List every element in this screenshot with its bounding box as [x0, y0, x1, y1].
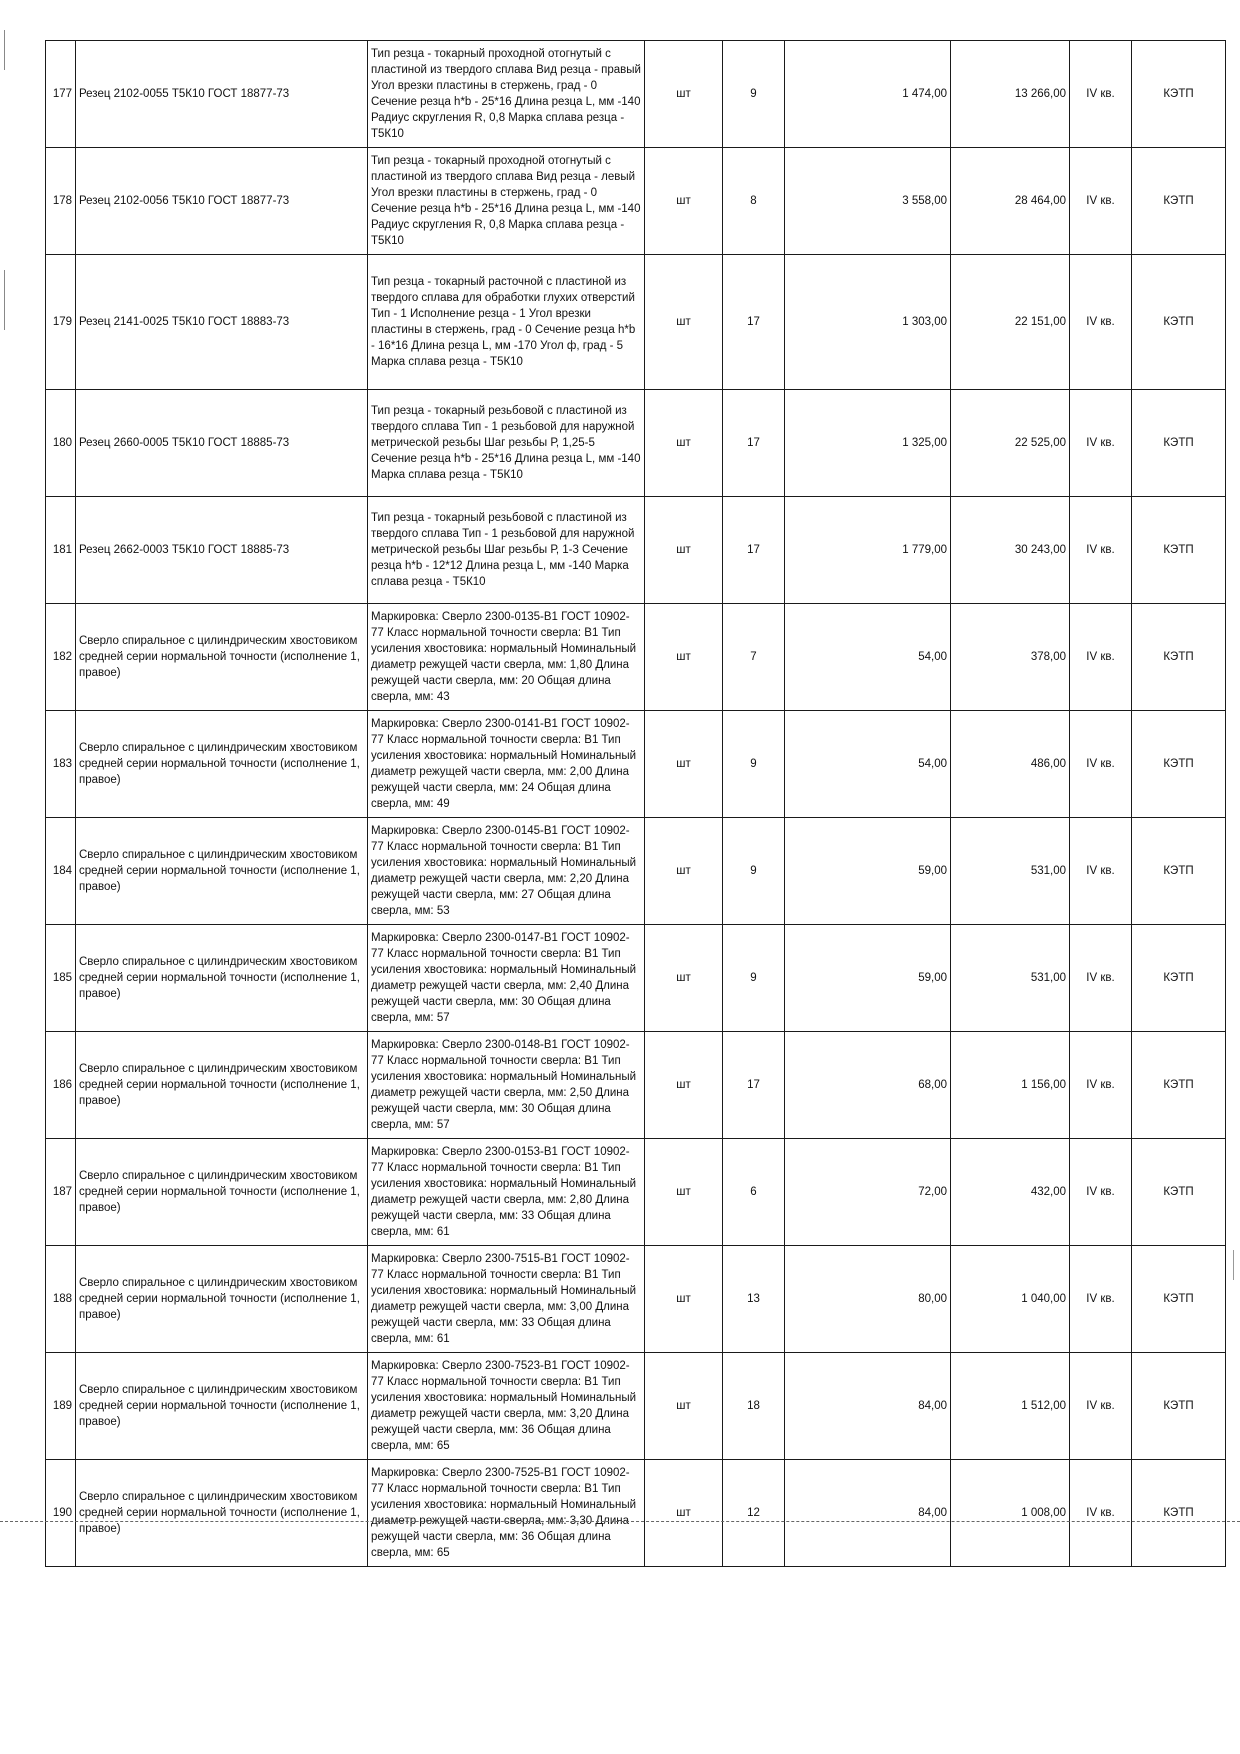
table-row: [46, 1139, 1226, 1246]
quantity: 6: [723, 1139, 785, 1246]
total-amount: 1 040,00: [951, 1246, 1070, 1353]
unit-of-measure: шт: [645, 41, 723, 148]
quantity: 9: [723, 818, 785, 925]
item-specification: Тип резца - токарный проходной отогнутый с пластиной из твердого сплава Вид резца - левый Угол врезки пластины в стержень, град - 0 Сечение резца h*b - 25*16 Длина резца L, мм -140 Радиус скругления R, 0,8 Марка сплава резца - Т5К10: [368, 148, 645, 255]
unit-of-measure: шт: [645, 818, 723, 925]
table-row: [46, 711, 1226, 818]
item-specification: Маркировка: Сверло 2300-0145-В1 ГОСТ 10902-77 Класс нормальной точности сверла: В1 Тип усиления хвостовика: нормальный Номинальный диаметр режущей части сверла, мм: 2,20 Длина режущей части сверла, мм: 27 Общая длина сверла, мм: 53: [368, 818, 645, 925]
organization: КЭТП: [1132, 925, 1226, 1032]
unit-of-measure: шт: [645, 1246, 723, 1353]
table-row: [46, 1353, 1226, 1460]
table-row: [46, 497, 1226, 604]
item-name: Резец 2141-0025 Т5К10 ГОСТ 18883-73: [76, 255, 368, 390]
item-name: Сверло спиральное с цилиндрическим хвостовиком средней серии нормальной точности (исполнение 1, правое): [76, 1460, 368, 1567]
quantity: 18: [723, 1353, 785, 1460]
organization: КЭТП: [1132, 497, 1226, 604]
delivery-period: IV кв.: [1070, 1246, 1132, 1353]
item-specification: Маркировка: Сверло 2300-0148-В1 ГОСТ 10902-77 Класс нормальной точности сверла: В1 Тип усиления хвостовика: нормальный Номинальный диаметр режущей части сверла, мм: 2,50 Длина режущей части сверла, мм: 30 Общая длина сверла, мм: 57: [368, 1032, 645, 1139]
scan-margin-mark: [4, 30, 5, 70]
delivery-period: IV кв.: [1070, 255, 1132, 390]
item-specification: Маркировка: Сверло 2300-7523-В1 ГОСТ 10902-77 Класс нормальной точности сверла: В1 Тип усиления хвостовика: нормальный Номинальный диаметр режущей части сверла, мм: 3,20 Длина режущей части сверла, мм: 36 Общая длина сверла, мм: 65: [368, 1353, 645, 1460]
item-specification: Тип резца - токарный резьбовой с пластиной из твердого сплава Тип - 1 резьбовой для наружной метрической резьбы Шаг резьбы Р, 1-3 Сечение резца h*b - 12*12 Длина резца L, мм -140 Марка сплава резца - Т5К10: [368, 497, 645, 604]
unit-of-measure: шт: [645, 604, 723, 711]
total-amount: 378,00: [951, 604, 1070, 711]
unit-of-measure: шт: [645, 711, 723, 818]
row-number: 178: [46, 148, 76, 255]
organization: КЭТП: [1132, 255, 1226, 390]
item-name: Сверло спиральное с цилиндрическим хвостовиком средней серии нормальной точности (исполнение 1, правое): [76, 1032, 368, 1139]
unit-of-measure: шт: [645, 1032, 723, 1139]
delivery-period: IV кв.: [1070, 148, 1132, 255]
unit-price: 59,00: [785, 818, 951, 925]
item-specification: Тип резца - токарный расточной с пластиной из твердого сплава для обработки глухих отверстий Тип - 1 Исполнение резца - 1 Угол врезки пластины в стержень, град - 0 Сечение резца h*b - 16*16 Длина резца L, мм -170 Угол ф, град - 5 Марка сплава резца - Т5К10: [368, 255, 645, 390]
table-row: [46, 604, 1226, 711]
unit-of-measure: шт: [645, 1353, 723, 1460]
delivery-period: IV кв.: [1070, 497, 1132, 604]
quantity: 17: [723, 390, 785, 497]
row-number: 177: [46, 41, 76, 148]
organization: КЭТП: [1132, 818, 1226, 925]
item-specification: Маркировка: Сверло 2300-0153-В1 ГОСТ 10902-77 Класс нормальной точности сверла: В1 Тип усиления хвостовика: нормальный Номинальный диаметр режущей части сверла, мм: 2,80 Длина режущей части сверла, мм: 33 Общая длина сверла, мм: 61: [368, 1139, 645, 1246]
total-amount: 1 156,00: [951, 1032, 1070, 1139]
item-specification: Маркировка: Сверло 2300-7515-В1 ГОСТ 10902-77 Класс нормальной точности сверла: В1 Тип усиления хвостовика: нормальный Номинальный диаметр режущей части сверла, мм: 3,00 Длина режущей части сверла, мм: 33 Общая длина сверла, мм: 61: [368, 1246, 645, 1353]
row-number: 184: [46, 818, 76, 925]
organization: КЭТП: [1132, 1139, 1226, 1246]
organization: КЭТП: [1132, 1246, 1226, 1353]
unit-of-measure: шт: [645, 255, 723, 390]
row-number: 180: [46, 390, 76, 497]
quantity: 13: [723, 1246, 785, 1353]
fold-line: [0, 1521, 1240, 1522]
total-amount: 28 464,00: [951, 148, 1070, 255]
table-row: [46, 390, 1226, 497]
unit-of-measure: шт: [645, 390, 723, 497]
quantity: 9: [723, 41, 785, 148]
table-row: [46, 41, 1226, 148]
row-number: 190: [46, 1460, 76, 1567]
table-row: [46, 1246, 1226, 1353]
item-specification: Тип резца - токарный проходной отогнутый с пластиной из твердого сплава Вид резца - правый Угол врезки пластины в стержень, град - 0 Сечение резца h*b - 25*16 Длина резца L, мм -140 Радиус скругления R, 0,8 Марка сплава резца - Т5К10: [368, 41, 645, 148]
total-amount: 1 008,00: [951, 1460, 1070, 1567]
row-number: 182: [46, 604, 76, 711]
total-amount: 1 512,00: [951, 1353, 1070, 1460]
quantity: 9: [723, 925, 785, 1032]
unit-price: 1 325,00: [785, 390, 951, 497]
unit-price: 68,00: [785, 1032, 951, 1139]
unit-price: 1 474,00: [785, 41, 951, 148]
unit-price: 72,00: [785, 1139, 951, 1246]
total-amount: 531,00: [951, 925, 1070, 1032]
row-number: 183: [46, 711, 76, 818]
delivery-period: IV кв.: [1070, 818, 1132, 925]
item-name: Резец 2102-0056 Т5К10 ГОСТ 18877-73: [76, 148, 368, 255]
row-number: 179: [46, 255, 76, 390]
quantity: 17: [723, 497, 785, 604]
delivery-period: IV кв.: [1070, 1460, 1132, 1567]
item-name: Сверло спиральное с цилиндрическим хвостовиком средней серии нормальной точности (исполнение 1, правое): [76, 818, 368, 925]
item-name: Сверло спиральное с цилиндрическим хвостовиком средней серии нормальной точности (исполнение 1, правое): [76, 1246, 368, 1353]
total-amount: 30 243,00: [951, 497, 1070, 604]
item-name: Сверло спиральное с цилиндрическим хвостовиком средней серии нормальной точности (исполнение 1, правое): [76, 604, 368, 711]
row-number: 181: [46, 497, 76, 604]
unit-price: 84,00: [785, 1353, 951, 1460]
delivery-period: IV кв.: [1070, 1139, 1132, 1246]
row-number: 186: [46, 1032, 76, 1139]
unit-price: 59,00: [785, 925, 951, 1032]
procurement-table: [45, 40, 1226, 1567]
quantity: 7: [723, 604, 785, 711]
delivery-period: IV кв.: [1070, 1032, 1132, 1139]
organization: КЭТП: [1132, 1032, 1226, 1139]
total-amount: 432,00: [951, 1139, 1070, 1246]
unit-price: 1 303,00: [785, 255, 951, 390]
organization: КЭТП: [1132, 390, 1226, 497]
unit-price: 80,00: [785, 1246, 951, 1353]
unit-of-measure: шт: [645, 148, 723, 255]
table-row: [46, 1032, 1226, 1139]
item-specification: Маркировка: Сверло 2300-0141-В1 ГОСТ 10902-77 Класс нормальной точности сверла: В1 Тип усиления хвостовика: нормальный Номинальный диаметр режущей части сверла, мм: 2,00 Длина режущей части сверла, мм: 24 Общая длина сверла, мм: 49: [368, 711, 645, 818]
unit-price: 54,00: [785, 711, 951, 818]
row-number: 187: [46, 1139, 76, 1246]
delivery-period: IV кв.: [1070, 1353, 1132, 1460]
unit-of-measure: шт: [645, 497, 723, 604]
delivery-period: IV кв.: [1070, 41, 1132, 148]
item-name: Резец 2660-0005 Т5К10 ГОСТ 18885-73: [76, 390, 368, 497]
table-row: [46, 818, 1226, 925]
delivery-period: IV кв.: [1070, 925, 1132, 1032]
item-name: Сверло спиральное с цилиндрическим хвостовиком средней серии нормальной точности (исполнение 1, правое): [76, 925, 368, 1032]
item-specification: Маркировка: Сверло 2300-0147-В1 ГОСТ 10902-77 Класс нормальной точности сверла: В1 Тип усиления хвостовика: нормальный Номинальный диаметр режущей части сверла, мм: 2,40 Длина режущей части сверла, мм: 30 Общая длина сверла, мм: 57: [368, 925, 645, 1032]
row-number: 188: [46, 1246, 76, 1353]
item-specification: Маркировка: Сверло 2300-0135-В1 ГОСТ 10902-77 Класс нормальной точности сверла: В1 Тип усиления хвостовика: нормальный Номинальный диаметр режущей части сверла, мм: 1,80 Длина режущей части сверла, мм: 20 Общая длина сверла, мм: 43: [368, 604, 645, 711]
total-amount: 22 151,00: [951, 255, 1070, 390]
unit-price: 84,00: [785, 1460, 951, 1567]
scan-margin-mark: [4, 270, 5, 330]
row-number: 185: [46, 925, 76, 1032]
table-row: [46, 1460, 1226, 1567]
scan-margin-mark: [1233, 1250, 1234, 1280]
total-amount: 22 525,00: [951, 390, 1070, 497]
unit-of-measure: шт: [645, 1139, 723, 1246]
table-row: [46, 925, 1226, 1032]
item-name: Резец 2662-0003 Т5К10 ГОСТ 18885-73: [76, 497, 368, 604]
quantity: 12: [723, 1460, 785, 1567]
row-number: 189: [46, 1353, 76, 1460]
total-amount: 531,00: [951, 818, 1070, 925]
quantity: 17: [723, 255, 785, 390]
delivery-period: IV кв.: [1070, 390, 1132, 497]
organization: КЭТП: [1132, 148, 1226, 255]
item-name: Сверло спиральное с цилиндрическим хвостовиком средней серии нормальной точности (исполнение 1, правое): [76, 1139, 368, 1246]
organization: КЭТП: [1132, 604, 1226, 711]
unit-price: 54,00: [785, 604, 951, 711]
unit-of-measure: шт: [645, 925, 723, 1032]
item-name: Сверло спиральное с цилиндрическим хвостовиком средней серии нормальной точности (исполнение 1, правое): [76, 1353, 368, 1460]
unit-of-measure: шт: [645, 1460, 723, 1567]
item-specification: Маркировка: Сверло 2300-7525-В1 ГОСТ 10902-77 Класс нормальной точности сверла: В1 Тип усиления хвостовика: нормальный Номинальный диаметр режущей части сверла, мм: 3,30 Длина режущей части сверла, мм: 36 Общая длина сверла, мм: 65: [368, 1460, 645, 1567]
quantity: 8: [723, 148, 785, 255]
organization: КЭТП: [1132, 1353, 1226, 1460]
table-row: [46, 148, 1226, 255]
organization: КЭТП: [1132, 711, 1226, 818]
item-name: Резец 2102-0055 Т5К10 ГОСТ 18877-73: [76, 41, 368, 148]
item-specification: Тип резца - токарный резьбовой с пластиной из твердого сплава Тип - 1 резьбовой для наружной метрической резьбы Шаг резьбы Р, 1,25-5 Сечение резца h*b - 25*16 Длина резца L, мм -140 Марка сплава резца - Т5К10: [368, 390, 645, 497]
organization: КЭТП: [1132, 41, 1226, 148]
item-name: Сверло спиральное с цилиндрическим хвостовиком средней серии нормальной точности (исполнение 1, правое): [76, 711, 368, 818]
total-amount: 13 266,00: [951, 41, 1070, 148]
unit-price: 1 779,00: [785, 497, 951, 604]
total-amount: 486,00: [951, 711, 1070, 818]
table-row: [46, 255, 1226, 390]
organization: КЭТП: [1132, 1460, 1226, 1567]
delivery-period: IV кв.: [1070, 711, 1132, 818]
unit-price: 3 558,00: [785, 148, 951, 255]
quantity: 17: [723, 1032, 785, 1139]
delivery-period: IV кв.: [1070, 604, 1132, 711]
quantity: 9: [723, 711, 785, 818]
